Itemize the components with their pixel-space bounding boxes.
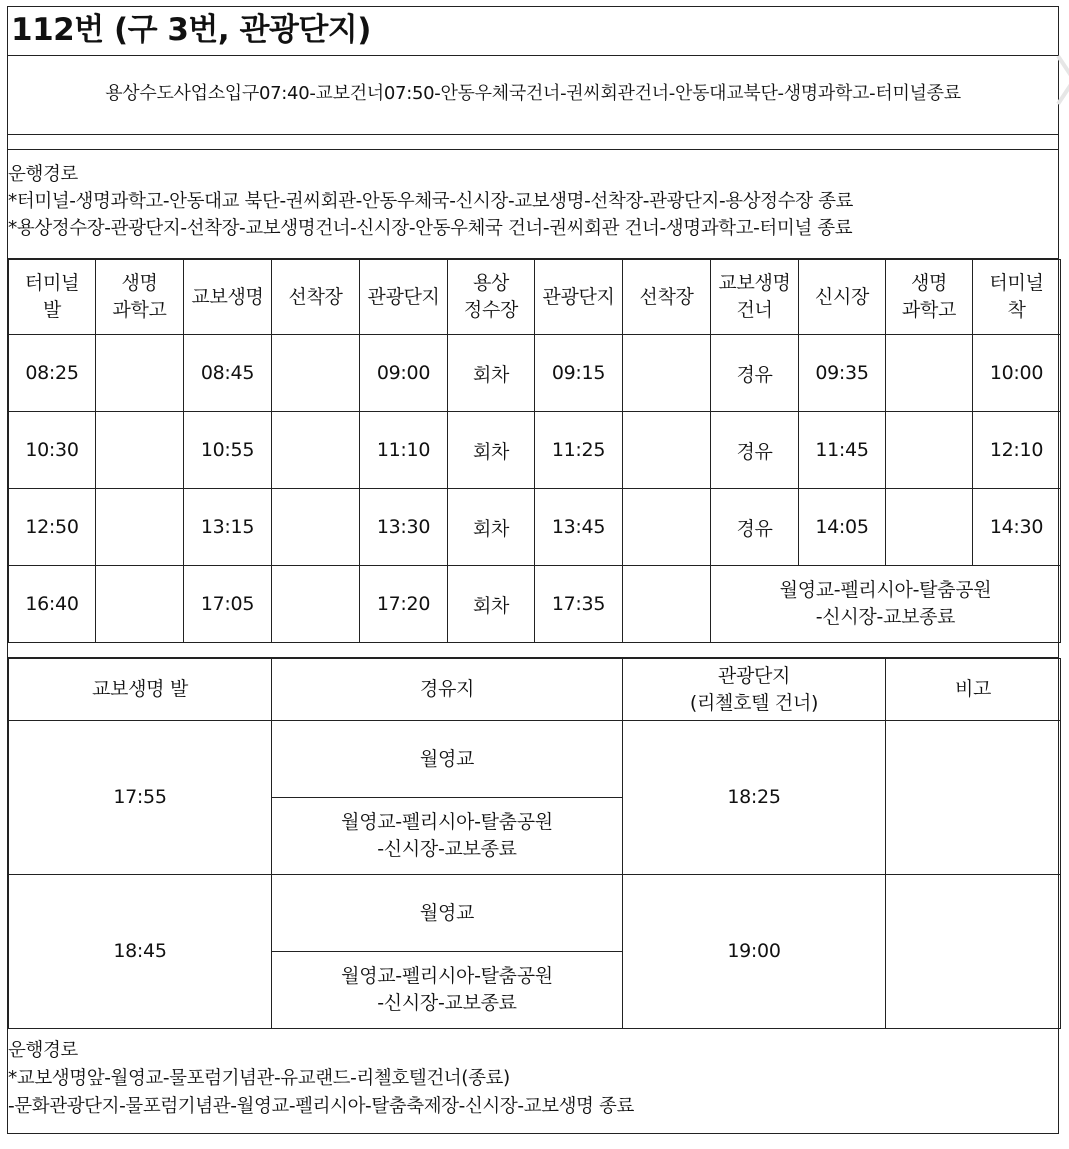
time-cell: 13:30 [360,489,448,566]
time-cell: 회차 [448,335,535,412]
via-note-cell: 월영교-펠리시아-탈춤공원 -신시장-교보종료 [711,566,1061,643]
timetable-sheet [7,6,1059,1134]
chevron-right-icon [1050,50,1069,110]
time-cell [886,489,973,566]
time-cell: 09:15 [535,335,623,412]
time-cell: 13:45 [535,489,623,566]
time-cell: 08:45 [184,335,272,412]
spacer [8,135,1058,150]
time-cell: 경유 [711,335,799,412]
col-header: 비고 [886,659,1061,721]
time-cell: 14:30 [973,489,1061,566]
col-header: 용상 정수장 [448,260,535,335]
route-notes-line: *터미널-생명과학고-안동대교 북단-권씨회관-안동우체국-신시장-교보생명-선착장-관광단지-용상정수장 종료 [8,191,854,212]
time-cell [623,489,711,566]
timetable-main [8,259,1061,643]
timetable-evening [8,658,1061,1029]
time-cell: 회차 [448,566,535,643]
col-header: 생명 과학고 [886,260,973,335]
time-cell: 회차 [448,412,535,489]
time-cell [272,335,360,412]
time-cell: 09:35 [799,335,886,412]
time-cell: 경유 [711,412,799,489]
col-header: 관광단지 (리첼호텔 건너) [623,659,886,721]
col-header: 관광단지 [535,260,623,335]
remark-cell [886,875,1061,1029]
time-cell [623,566,711,643]
route-notes-line: *용상정수장-관광단지-선착장-교보생명건너-신시장-안동우체국 건너-권씨회관 건너-생명과학고-터미널 종료 [8,218,853,239]
time-cell [886,335,973,412]
via-cell: 월영교 [272,875,623,952]
footer-heading: 운행경로 [8,1040,78,1061]
header-row [9,659,1061,721]
col-header: 관광단지 [360,260,448,335]
time-cell: 10:00 [973,335,1061,412]
time-cell: 10:30 [9,412,96,489]
time-cell [272,412,360,489]
col-header: 교보생명 [184,260,272,335]
time-cell: 17:35 [535,566,623,643]
time-cell: 11:25 [535,412,623,489]
table-row [9,412,1061,489]
time-cell: 14:05 [799,489,886,566]
time-cell: 08:25 [9,335,96,412]
col-header: 선착장 [623,260,711,335]
via-cell: 월영교 [272,721,623,798]
col-header: 신시장 [799,260,886,335]
table-row [9,335,1061,412]
col-header: 터미널 발 [9,260,96,335]
depart-cell: 18:45 [9,875,272,1029]
remark-cell [886,721,1061,875]
footer-line: -문화관광단지-물포럼기념관-월영교-펠리시아-탈춤축제장-신시장-교보생명 종료 [8,1096,634,1117]
time-cell: 17:20 [360,566,448,643]
time-cell: 11:45 [799,412,886,489]
route-notes [8,150,1058,259]
via-cell: 월영교-펠리시아-탈춤공원 -신시장-교보종료 [272,952,623,1029]
time-cell [96,335,184,412]
time-cell: 12:50 [9,489,96,566]
col-header: 교보생명 건너 [711,260,799,335]
time-cell: 09:00 [360,335,448,412]
time-cell: 11:10 [360,412,448,489]
table-row [9,875,1061,952]
via-cell: 월영교-펠리시아-탈춤공원 -신시장-교보종료 [272,798,623,875]
col-header: 생명 과학고 [96,260,184,335]
col-header: 경유지 [272,659,623,721]
time-cell: 16:40 [9,566,96,643]
arrive-cell: 18:25 [623,721,886,875]
time-cell: 12:10 [973,412,1061,489]
spacer [8,643,1058,658]
footer-line: *교보생명앞-월영교-물포럼기념관-유교랜드-리첼호텔건너(종료) [8,1068,510,1089]
time-cell: 회차 [448,489,535,566]
time-cell [272,566,360,643]
time-cell: 10:55 [184,412,272,489]
time-cell: 경유 [711,489,799,566]
time-cell [96,489,184,566]
time-cell [623,412,711,489]
morning-route: 용상수도사업소입구07:40-교보건너07:50-안동우체국건너-권씨회관건너-안동대교북단-생명과학고-터미널종료 [8,56,1058,135]
col-header: 선착장 [272,260,360,335]
time-cell [272,489,360,566]
table-row [9,566,1061,643]
col-header: 교보생명 발 [9,659,272,721]
time-cell: 13:15 [184,489,272,566]
footer-notes [8,1029,1058,1133]
time-cell [96,412,184,489]
header-row [9,260,1061,335]
page-title: 112번 (구 3번, 관광단지) [8,7,1058,56]
table-row [9,489,1061,566]
table-row [9,721,1061,798]
arrive-cell: 19:00 [623,875,886,1029]
depart-cell: 17:55 [9,721,272,875]
time-cell [886,412,973,489]
col-header: 터미널 착 [973,260,1061,335]
time-cell [623,335,711,412]
time-cell: 17:05 [184,566,272,643]
time-cell [96,566,184,643]
route-notes-heading: 운행경로 [8,164,78,185]
